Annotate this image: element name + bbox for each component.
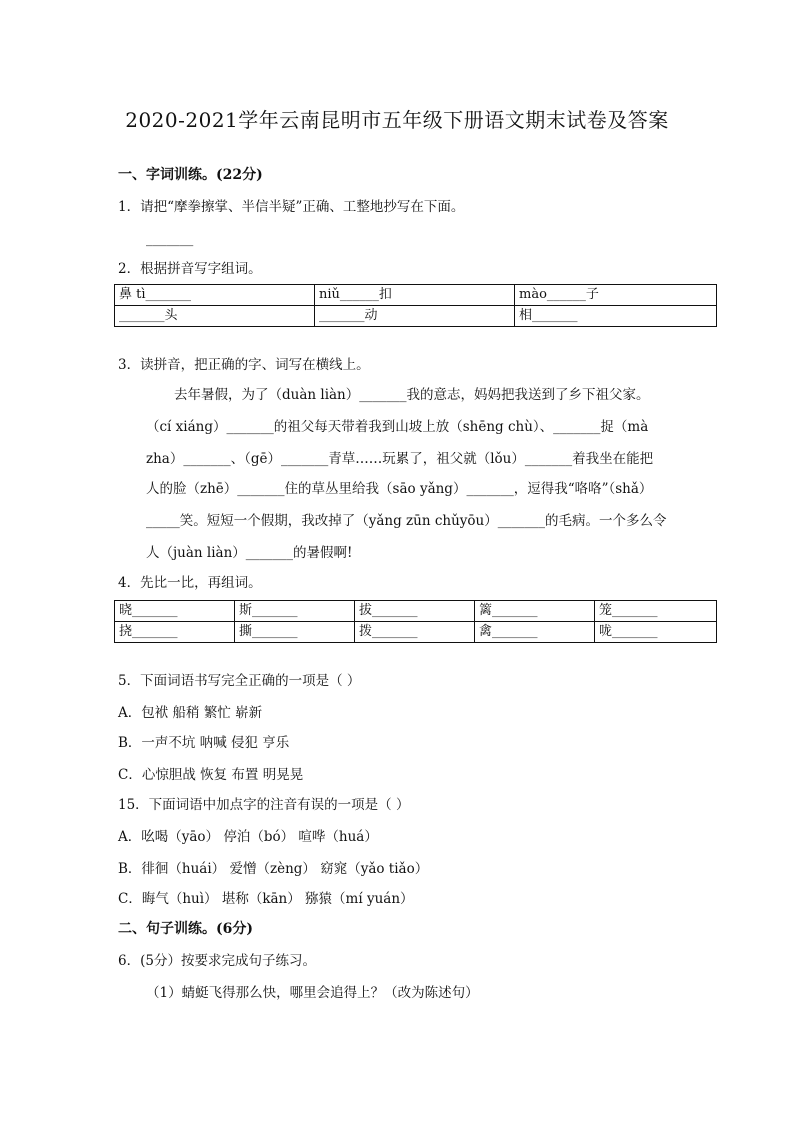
question-6-sub-1: （1）蜻蜓飞得那么快，哪里会追得上？（改为陈述句） <box>146 985 479 1001</box>
question-4: 4．先比一比，再组词。 <box>118 575 262 591</box>
question-2: 2．根据拼音写字组词。 <box>118 261 262 277</box>
question-15-option-a: A．吆喝（yāo） 停泊（bó） 喧哗（huá） <box>118 829 378 845</box>
section-1-header: 一、字词训练。(22分) <box>118 167 263 183</box>
question-15-option-c: C．晦气（huì） 堪称（kān） 猕猿（mí yuán） <box>118 891 414 907</box>
question-1: 1．请把“摩拳擦掌、半信半疑”正确、工整地抄写在下面。 <box>118 199 465 215</box>
table-row <box>115 285 717 306</box>
table-cell: 拔_______ <box>355 601 475 622</box>
question-3: 3．读拼音，把正确的字、词写在横线上。 <box>118 357 370 373</box>
question-1-answer-line: _______ <box>146 231 194 247</box>
table-cell: 拨_______ <box>355 622 475 643</box>
table-cell: 相_______ <box>515 306 717 327</box>
table-row <box>115 306 717 327</box>
table-cell: 斯_______ <box>235 601 355 622</box>
table-cell: 篱_______ <box>475 601 595 622</box>
table-cell: _______头 <box>115 306 315 327</box>
table-cell: 撕_______ <box>235 622 355 643</box>
table-cell: 晓_______ <box>115 601 235 622</box>
passage-line-2: （cí xiáng）_______的祖父每天带着我到山坡上放（shēng chù）、_______捉（mà <box>146 419 649 435</box>
question-5: 5．下面词语书写完全正确的一项是（ ） <box>118 673 361 689</box>
table-cell: niǔ______扣 <box>315 285 515 306</box>
section-2-header: 二、句子训练。(6分) <box>118 921 253 937</box>
table-cell: _______动 <box>315 306 515 327</box>
table-cell: 咙_______ <box>595 622 717 643</box>
question-5-option-b: B．一声不坑 呐喊 侵犯 亨乐 <box>118 735 290 751</box>
question-15: 15．下面词语中加点字的注音有误的一项是（ ） <box>118 797 410 813</box>
question-6: 6．(5分）按要求完成句子练习。 <box>118 953 316 969</box>
page-title: 2020-2021学年云南昆明市五年级下册语文期末试卷及答案 <box>125 108 669 132</box>
question-15-option-b: B．徘徊（huái） 爱憎（zèng） 窈窕（yǎo tiǎo） <box>118 861 429 877</box>
passage-line-4: 人的脸（zhē）_______住的草丛里给我（sāo yǎng）_______，逗得我“咯咯”（shǎ） <box>146 481 653 497</box>
table-cell: 笼_______ <box>595 601 717 622</box>
passage-line-6: 人（juàn liàn）_______的暑假啊! <box>146 545 353 561</box>
table-cell: mào______子 <box>515 285 717 306</box>
table-cell: 挠_______ <box>115 622 235 643</box>
question-2-table <box>114 284 717 327</box>
table-row <box>115 622 717 643</box>
table-row <box>115 601 717 622</box>
passage-line-5: _____笑。短短一个假期，我改掉了（yǎng zūn chǔyōu）_______的毛病。一个多么令 <box>146 513 667 529</box>
table-cell: 禽_______ <box>475 622 595 643</box>
passage-line-3: zha）_______、（gē）_______青草……玩累了，祖父就（lǒu）_______着我坐在能把 <box>146 451 654 467</box>
question-5-option-c: C．心惊胆战 恢复 布置 明晃晃 <box>118 767 304 783</box>
question-4-table <box>114 600 717 643</box>
passage-line-1: 去年暑假，为了（duàn liàn）_______我的意志，妈妈把我送到了乡下祖父家。 <box>174 387 650 403</box>
table-cell: 鼻 tì_______ <box>115 285 315 306</box>
question-5-option-a: A．包袱 船稍 繁忙 崭新 <box>118 705 263 721</box>
